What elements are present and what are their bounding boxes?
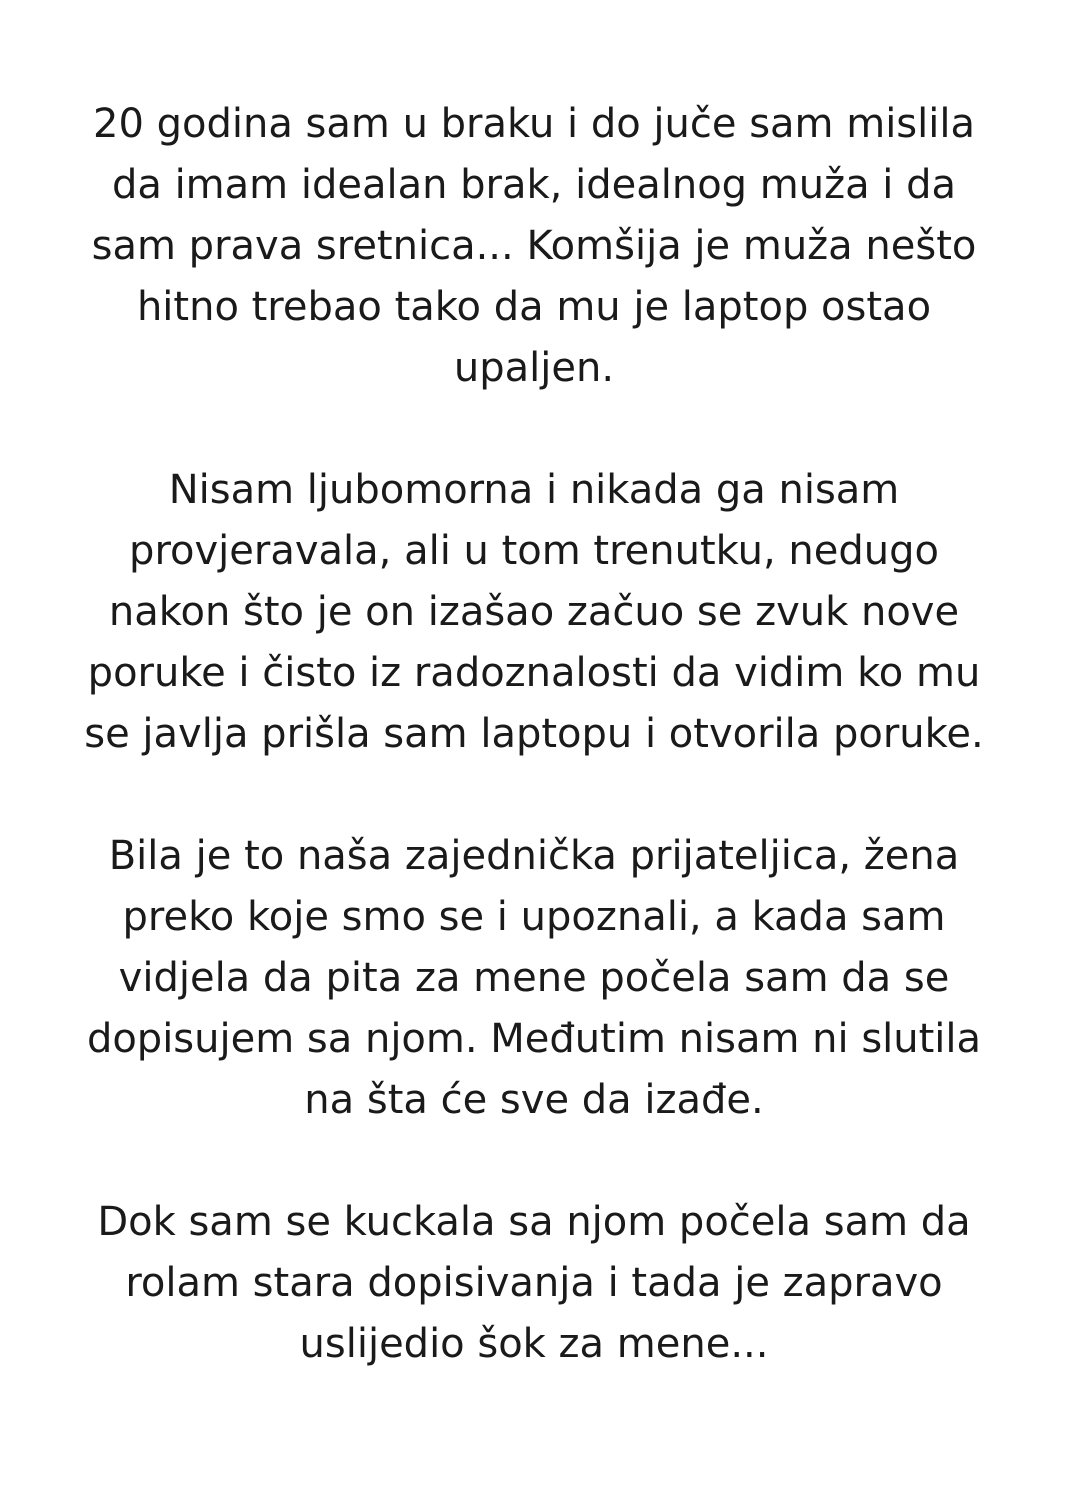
paragraph-spacer (20, 399, 1048, 460)
text-line: uslijedio šok za mene... (299, 1321, 769, 1367)
text-line: upaljen. (453, 345, 615, 391)
text-line: da imam idealan brak, idealnog muža i da (111, 162, 957, 208)
paragraph-spacer (20, 1131, 1048, 1192)
text-line: preko koje smo se i upoznali, a kada sam (122, 894, 946, 940)
paragraph-3 (20, 826, 1048, 1131)
text-line: nakon što je on izašao začuo se zvuk nove (108, 589, 960, 635)
paragraph-2 (20, 460, 1048, 765)
text-line: provjeravala, ali u tom trenutku, nedugo (129, 528, 939, 574)
text-line: Bila je to naša zajednička prijateljica, žena (108, 833, 960, 879)
paragraph-4 (20, 1192, 1048, 1375)
story-text (0, 94, 1068, 1375)
paragraph-spacer (20, 765, 1048, 826)
text-line: poruke i čisto iz radoznalosti da vidim ko mu (87, 650, 981, 696)
text-line: dopisujem sa njom. Međutim nisam ni slutila (86, 1016, 982, 1062)
text-line: na šta će sve da izađe. (304, 1077, 764, 1123)
text-line: se javlja prišla sam laptopu i otvorila poruke. (84, 711, 984, 757)
text-line: Nisam ljubomorna i nikada ga nisam (168, 467, 900, 513)
text-line: rolam stara dopisivanja i tada je zapravo (125, 1260, 943, 1306)
text-line: vidjela da pita za mene počela sam da se (118, 955, 950, 1001)
text-line: hitno trebao tako da mu je laptop ostao (136, 284, 932, 330)
text-line: 20 godina sam u braku i do juče sam mislila (93, 101, 975, 147)
paragraph-1 (20, 94, 1048, 399)
text-line: sam prava sretnica... Komšija je muža nešto (91, 223, 977, 269)
text-line: Dok sam se kuckala sa njom počela sam da (97, 1199, 971, 1245)
